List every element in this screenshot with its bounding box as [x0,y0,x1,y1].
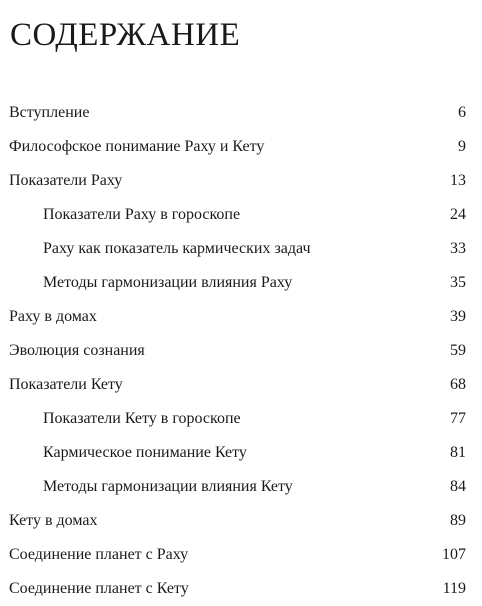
toc-entry-title: Соединение планет с Кету [9,580,189,597]
toc-entry-title: Методы гармонизации влияния Кету [43,478,293,495]
toc-entry-title: Показатели Раху в гороскопе [43,206,241,223]
toc-subentry [0,436,482,470]
toc-subentry [0,266,482,300]
toc-entry-page: 81 [450,444,466,461]
toc-entry-title: Эволюция сознания [9,342,145,359]
toc-entry-title: Раху в домах [9,308,97,325]
toc-entry-page: 77 [450,410,466,427]
toc-entry-page: 9 [458,138,466,155]
toc-entry-page: 107 [442,546,466,563]
toc-entry-title: Соединение планет с Раху [9,546,189,563]
toc-entry-title: Кармическое понимание Кету [43,444,247,461]
toc-entry [0,334,482,368]
toc-entry-page: 6 [458,104,466,121]
table-of-contents [0,96,482,606]
toc-entry [0,96,482,130]
toc-subentry [0,470,482,504]
toc-entry-page: 68 [450,376,466,393]
toc-entry [0,130,482,164]
toc-entry-page: 35 [450,274,466,291]
toc-entry-title: Вступление [9,104,90,121]
toc-entry-page: 24 [450,206,466,223]
toc-entry-title: Показатели Кету в гороскопе [43,410,241,427]
toc-entry [0,572,482,606]
toc-subentry [0,402,482,436]
toc-entry-page: 33 [450,240,466,257]
toc-entry [0,300,482,334]
page-title: СОДЕРЖАНИЕ [10,17,241,53]
toc-entry-page: 119 [442,580,466,597]
toc-entry [0,538,482,572]
toc-entry-page: 84 [450,478,466,495]
toc-entry-title: Раху как показатель кармических задач [43,240,311,257]
toc-entry-title: Философское понимание Раху и Кету [9,138,265,155]
toc-entry [0,164,482,198]
toc-subentry [0,198,482,232]
toc-entry-title: Кету в домах [9,512,98,529]
toc-entry-title: Показатели Раху [9,172,123,189]
toc-subentry [0,232,482,266]
toc-entry [0,504,482,538]
toc-entry-page: 39 [450,308,466,325]
toc-entry-title: Показатели Кету [9,376,123,393]
toc-entry-page: 59 [450,342,466,359]
toc-entry [0,368,482,402]
toc-entry-page: 89 [450,512,466,529]
toc-entry-page: 13 [450,172,466,189]
toc-entry-title: Методы гармонизации влияния Раху [43,274,293,291]
